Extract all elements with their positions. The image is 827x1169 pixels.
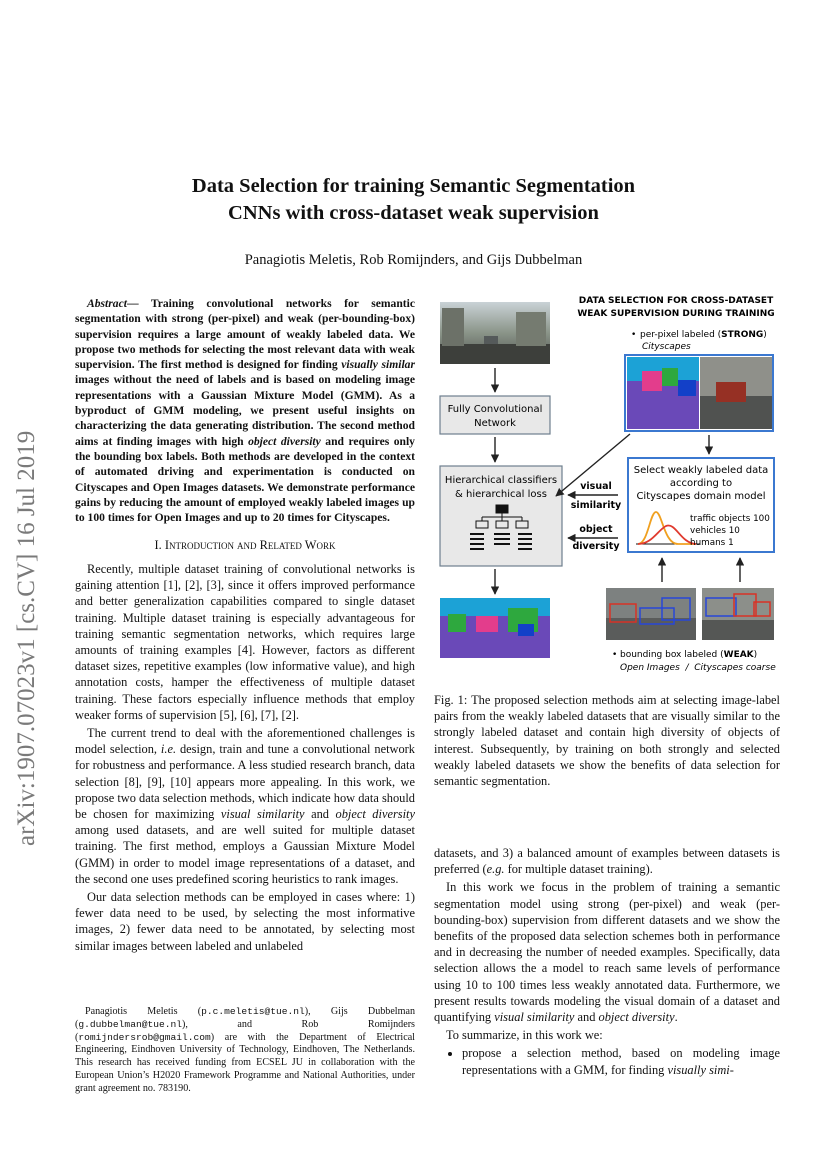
contribution-1-em: visually simi- [667,1062,734,1077]
footnote-text-d: ) are with the Department of Electrical Engineering, Eindhoven University of Technology, Eindhoven, The Netherlands. This research has received funding from ECSEL JU in collaboration with the European Union’s H2020 Framework Programme and National Authorities, under grant agreement no. 783190. [75,1031,415,1094]
weak-label-word: WEAK [723,650,754,660]
strong-label-word: STRONG [721,330,764,340]
strong-label-text: per-pixel labeled ( [640,330,722,340]
intro-paragraph-3: Our data selection methods can be employed in cases where: 1) fewer data need to be used, by selecting the most informative images, 2) fewer data need to be annotated, by selecting most similar images between labeled and unlabeled [75,890,415,953]
figure-1 [434,286,782,681]
arxiv-identifier: arXiv:1907.07023v1 [cs.CV] 16 Jul 2019 [13,430,40,846]
fcn-box [440,396,550,434]
intro-p2-ie: i.e. [160,742,177,757]
figure-caption: Fig. 1: The proposed selection methods aim at selecting image-label pairs from the weakly labeled datasets that are visually similar to the strongly labeled dataset and contain high diversity of objects of interest. Subsequently, by training on both strongly and selected weakly labeled datasets we show the benefits of data selection for semantic segmentation. [434,693,780,789]
intro-paragraph-1: Recently, multiple dataset training of convolutional networks is gaining attention [1], [2], [3], since it offers improved performance and better generalization capabilities compared to single dataset training. Multiple dataset training is especially advantageous for training semantic segmentation networks, which requires large amounts of training examples [4]. However, factors as different dataset sizes, repetitive examples (low informative value), and high annotation costs, hamper the effectiveness of multiple dataset training. These factors especially influence methods that employ weaker forms of supervision [5], [6], [7], [2]. [75,562,415,722]
left-column-body [75,561,415,954]
right-p2-em-2: object diversity [598,1010,675,1025]
abstract-em-1: visually similar [341,358,415,372]
hierarchical-box [440,466,562,566]
footnote-text-c: ), and Rob Romijnders ( [75,1018,415,1043]
intro-p2-text-c: and [304,807,336,822]
abstract-em-2: object diversity [248,434,321,448]
weak-bullet: • [612,650,618,660]
email-dubbelman[interactable]: g.dubbelman@tue.nl [78,1018,183,1030]
strong-dataset-name: Cityscapes [642,342,691,352]
weak-label [620,650,757,660]
weak-dataset-names: Open Images / Cityscapes coarse [620,663,776,673]
object-label-1: object [579,524,613,535]
strong-label-close: ) [763,330,767,340]
right-p2-text-c: . [674,1010,678,1025]
section-heading [75,538,415,553]
weak-example-image-1 [606,588,696,640]
weak-label-close: ) [753,650,758,660]
right-p2-text-b: and [574,1010,599,1025]
figure-heading-line-2: WEAK SUPERVISION DURING TRAINING [577,309,775,319]
intro-p2-em-2: object diversity [335,807,415,822]
count-traffic: traffic objects 100 [690,514,770,524]
right-p1-text-a: datasets, and 3) a balanced amount of examples between datasets is preferred ( [434,846,780,877]
abstract-text-1: — Training convolutional networks for semantic segmentation with strong (per-pixel) and weak (per-bounding-box) supervision requires a large amount of weakly labeled data. We propose two methods for selecting the most relevant data with weak supervision. The first method is designed for finding [75,297,415,372]
output-segmentation-image [440,598,550,658]
right-paragraph-2 [434,879,780,1025]
visual-label-1: visual [580,481,612,492]
hier-line-1: Hierarchical classifiers [444,475,558,486]
abstract-text-2: images without the need of labels and is based on modeling image representations with a Gaussian Mixture Model (GMM). As a byproduct of GMM modeling, we present useful insights on characterizing the data generating distribution. The second method aims at finding images with high [75,373,415,448]
right-p2-em-1: visual similarity [494,1010,575,1025]
fcn-line-2: Network [474,418,516,429]
right-column-body [434,845,780,1078]
paper-title [60,173,767,227]
select-line-1: Select weakly labeled data [633,465,769,476]
title-line-1: Data Selection for training Semantic Segmentation [191,175,636,197]
title-line-2: CNNs with cross-dataset weak supervision [228,202,599,224]
intro-p2-em-1: visual similarity [220,807,305,822]
intro-p2-text-b: design, train and tune a convolutional network for robustness and performance. A less studied research branch, data selection [8], [9], [10] appears more appealing. In this work, we propose two data selection methods, which indicate how data should be chosen for maximizing [75,742,415,822]
count-vehicles: vehicles 10 [690,526,740,536]
right-paragraph-3: To summarize, in this work we: [446,1028,603,1043]
right-p2-text-a: In this work we focus in the problem of training a semantic segmentation model using strong (per-pixel) and weak (per-bounding-box) supervision from different datasets and we show the benefits of the proposed data selection schemes both in performance and in decreasing the number of needed examples. Specifically, data selection allows the a model to reach same levels of performance using 10 to 100 times less weakly annotated data. Furthermore, we present results towards modeling the visual domain of a dataset and quantifying [434,880,780,1025]
weak-example-image-2 [702,588,774,640]
strong-example-images [625,355,773,431]
input-street-photo [440,302,550,364]
footnote [75,1006,415,1096]
intro-paragraph-2 [75,725,415,887]
object-label-2: diversity [572,541,620,552]
right-p1-eg: e.g. [486,862,505,877]
select-line-2: according to [669,478,733,489]
fcn-line-1: Fully Convolutional [447,404,543,415]
select-line-3: Cityscapes domain model [636,491,766,502]
selection-box [628,458,774,552]
contribution-list [434,1045,780,1077]
count-humans: humans 1 [690,538,734,548]
email-romijnders[interactable]: romijndersrob@gmail.com [78,1031,211,1043]
section-heading-text: I. Introduction and Related Work [154,538,336,552]
abstract [75,296,415,525]
visual-label-2: similarity [570,500,622,511]
right-p1-text-b: for multiple dataset training). [504,862,653,877]
figure-heading-line-1: DATA SELECTION FOR CROSS-DATASET [578,296,774,306]
strong-bullet: • [631,330,637,340]
abstract-label: Abstract [87,297,127,310]
author-list: Panagiotis Meletis, Rob Romijnders, and Gijs Dubbelman [244,252,583,268]
right-paragraph-1 [434,845,780,877]
intro-p2-text-d: among used datasets, and are well suited for multiple dataset training. The first method, employs a Gaussian Mixture Model (GMM) in order to model image representations of a dataset, and the second one uses predefined scoring heuristics to rank images. [75,823,415,886]
footnote-text-a: Panagiotis Meletis ( [85,1006,202,1017]
email-meletis[interactable]: p.c.meletis@tue.nl [201,1006,305,1017]
footnote-text-b: ), Gijs Dubbelman ( [75,1006,415,1030]
weak-label-text: bounding box labeled ( [620,650,724,660]
contribution-item-1 [462,1045,780,1077]
intro-p2-text-a: The current trend to deal with the aforementioned challenges is model selection, [75,726,415,757]
contribution-1-text: propose a selection method, based on modeling image representations with a GMM, for finding [462,1046,780,1077]
hier-line-2: & hierarchical loss [455,489,547,500]
arxiv-stamp [4,370,44,850]
abstract-text-3: and requires only the bounding box labels. Both methods are developed in the context of automated driving and experimentation is conducted on Cityscapes and Open Images datasets. We demonstrate performance gains by reducing the amount of employed weakly labeled images up to 100 times for Open Images and up to 20 times for Cityscapes. [75,434,415,525]
strong-label [640,330,767,340]
